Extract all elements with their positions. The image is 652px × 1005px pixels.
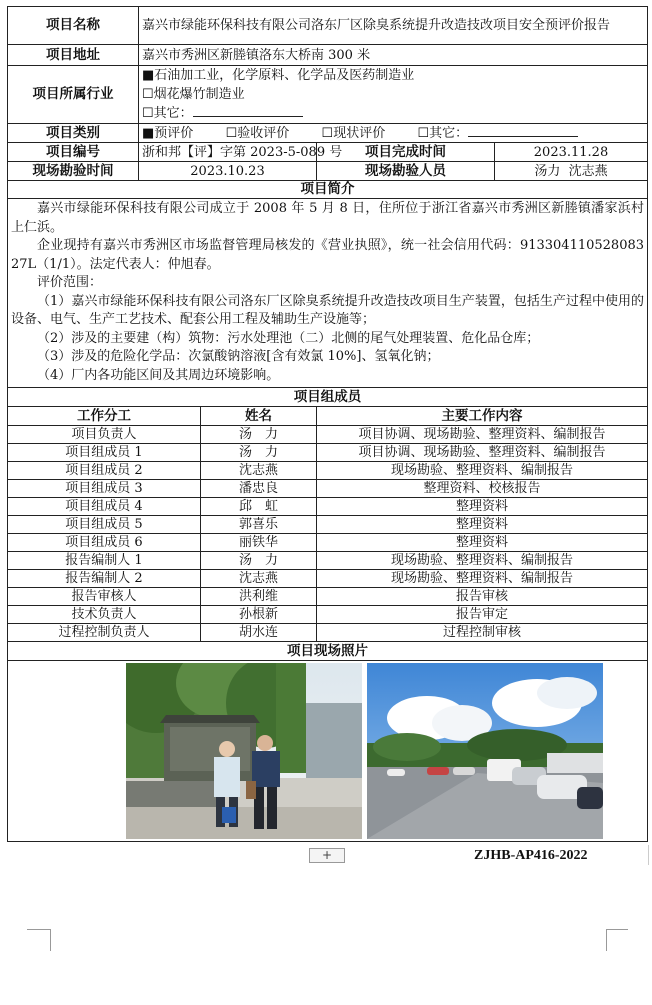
team-name-cell: 汤 力 — [201, 552, 317, 570]
project-address-label: 项目地址 — [8, 45, 139, 66]
margin-mark — [648, 845, 649, 865]
team-work-cell: 项目协调、现场勘验、整理资料、编制报告 — [317, 444, 648, 462]
team-rows — [8, 426, 648, 642]
team-role-cell: 项目组成员 3 — [8, 480, 201, 498]
team-role-cell: 过程控制负责人 — [8, 624, 201, 642]
team-name-cell: 丽铁华 — [201, 534, 317, 552]
table-row — [8, 570, 648, 588]
team-work-cell: 整理资料、校核报告 — [317, 480, 648, 498]
photos-title: 项目现场照片 — [8, 642, 648, 661]
team-title: 项目组成员 — [8, 388, 648, 407]
table-row — [8, 462, 648, 480]
project-industry-label: 项目所属行业 — [8, 66, 139, 124]
team-role-cell: 技术负责人 — [8, 606, 201, 624]
table-row — [8, 588, 648, 606]
team-work-cell: 报告审核 — [317, 588, 648, 606]
intro-paragraph: （1）嘉兴市绿能环保科技有限公司洛东厂区除臭系统提升改造技改项目生产装置，包括生产过程中使用的设备、电气、生产工艺技术、配套公用工程及辅助生产设施等； — [11, 293, 645, 327]
team-work-cell: 整理资料 — [317, 498, 648, 516]
industry-option-3-text: 其它： — [153, 106, 193, 121]
team-name-cell: 汤 力 — [201, 444, 317, 462]
intro-paragraph: （2）涉及的主要建（构）筑物：污水处理池（二）北侧的尾气处理装置、危化品仓库； — [37, 330, 540, 346]
fill-in-underline — [193, 104, 303, 117]
industry-option-2[interactable] — [142, 85, 644, 104]
fill-in-underline — [468, 124, 578, 137]
table-row — [8, 444, 648, 462]
team-name-cell: 邱 虹 — [201, 498, 317, 516]
table-row — [8, 426, 648, 444]
industry-option-2-text: 烟花爆竹制造业 — [153, 87, 245, 102]
team-role-cell: 项目组成员 1 — [8, 444, 201, 462]
team-header-name: 姓名 — [201, 407, 317, 426]
category-option-2-text: 验收评价 — [237, 126, 290, 141]
team-name-cell: 胡水连 — [201, 624, 317, 642]
crop-mark-right — [606, 929, 628, 951]
checkbox-checked-icon: ■ — [142, 68, 155, 83]
checkbox-empty-icon: ☐ — [142, 87, 154, 102]
category-option-3[interactable] — [322, 126, 386, 141]
intro-paragraph: 企业现持有嘉兴市秀洲区市场监督管理局核发的《营业执照》，统一社会信用代码：913304110528083​27L（1/1）。法定代表人：仲旭春。 — [11, 238, 645, 272]
industry-option-1[interactable] — [142, 66, 644, 85]
checkbox-empty-icon: ☐ — [142, 106, 154, 121]
intro-paragraph: 嘉兴市绿能环保科技有限公司成立于 2008 年 5 月 8 日，住所位于浙江省嘉兴市秀洲区新塍镇潘家浜村上仁浜。 — [11, 201, 645, 235]
checkbox-empty-icon: ☐ — [225, 126, 238, 141]
crop-mark-left — [27, 929, 51, 951]
survey-time-label: 现场勘验时间 — [8, 162, 139, 181]
project-info-table — [7, 6, 648, 842]
team-work-cell: 现场勘验、整理资料、编制报告 — [317, 570, 648, 588]
checkbox-empty-icon: ☐ — [417, 126, 430, 141]
checkbox-empty-icon: ☐ — [321, 126, 334, 141]
project-category-label: 项目类别 — [8, 124, 139, 143]
site-photo-gate — [126, 663, 362, 839]
table-row — [8, 534, 648, 552]
team-name-cell: 沈志燕 — [201, 570, 317, 588]
team-work-cell: 项目协调、现场勘验、整理资料、编制报告 — [317, 426, 648, 444]
team-work-cell: 现场勘验、整理资料、编制报告 — [317, 552, 648, 570]
team-work-cell: 过程控制审核 — [317, 624, 648, 642]
team-role-cell: 报告编制人 2 — [8, 570, 201, 588]
intro-paragraph: 评价范围： — [37, 275, 103, 290]
team-name-cell: 郭喜乐 — [201, 516, 317, 534]
table-row — [8, 516, 648, 534]
team-header-role: 工作分工 — [8, 407, 201, 426]
table-row — [8, 624, 648, 642]
project-category-options — [139, 124, 648, 143]
survey-time-value: 2023.10.23 — [139, 162, 317, 181]
team-name-cell: 汤 力 — [201, 426, 317, 444]
completion-time-value: 2023.11.28 — [495, 143, 648, 162]
project-number-value: 浙和邦【评】字第 2023-5-089 号 — [139, 143, 317, 162]
project-number-label: 项目编号 — [8, 143, 139, 162]
document-code: ZJHB-AP416-2022 — [474, 848, 588, 863]
industry-option-3[interactable] — [142, 104, 644, 123]
category-option-4[interactable] — [418, 126, 469, 141]
team-name-cell: 潘忠良 — [201, 480, 317, 498]
team-name-cell: 沈志燕 — [201, 462, 317, 480]
project-name-label: 项目名称 — [8, 7, 139, 45]
survey-person-label: 现场勘验人员 — [317, 162, 495, 181]
team-role-cell: 报告审核人 — [8, 588, 201, 606]
survey-person-value: 汤力 沈志燕 — [495, 162, 648, 181]
site-photo-parking — [367, 663, 603, 839]
category-option-3-text: 现状评价 — [333, 126, 386, 141]
add-row-button[interactable]: + — [309, 848, 345, 863]
team-role-cell: 项目组成员 6 — [8, 534, 201, 552]
team-role-cell: 项目组成员 2 — [8, 462, 201, 480]
team-role-cell: 报告编制人 1 — [8, 552, 201, 570]
team-role-cell: 项目负责人 — [8, 426, 201, 444]
team-work-cell: 报告审定 — [317, 606, 648, 624]
intro-paragraph: （3）涉及的危险化学品：次氯酸钠溶液[含有效氯 10%]、氢氧化钠； — [37, 349, 440, 364]
team-role-cell: 项目组成员 5 — [8, 516, 201, 534]
team-name-cell: 洪利维 — [201, 588, 317, 606]
team-work-cell: 整理资料 — [317, 516, 648, 534]
intro-body — [8, 199, 648, 388]
table-row — [8, 480, 648, 498]
category-option-4-text: 其它： — [429, 126, 469, 141]
table-row — [8, 498, 648, 516]
team-work-cell: 现场勘验、整理资料、编制报告 — [317, 462, 648, 480]
project-name-value: 嘉兴市绿能环保科技有限公司洛东厂区除臭系统提升改造技改项目安全预评价报告 — [139, 7, 648, 45]
project-address-value: 嘉兴市秀洲区新塍镇洛东大桥南 300 米 — [139, 45, 648, 66]
category-option-1[interactable] — [142, 126, 193, 141]
category-option-1-text: 预评价 — [154, 126, 194, 141]
completion-time-label: 项目完成时间 — [317, 143, 495, 162]
table-row — [8, 552, 648, 570]
industry-option-1-text: 石油加工业，化学原料、化学品及医药制造业 — [154, 68, 415, 83]
table-row — [8, 606, 648, 624]
photos-area — [8, 661, 648, 842]
intro-title: 项目简介 — [8, 181, 648, 199]
intro-paragraph: （4）厂内各功能区间及其周边环境影响。 — [37, 367, 280, 383]
category-option-2[interactable] — [226, 126, 290, 141]
team-role-cell: 项目组成员 4 — [8, 498, 201, 516]
team-work-cell: 整理资料 — [317, 534, 648, 552]
team-header-work: 主要工作内容 — [317, 407, 648, 426]
checkbox-checked-icon: ■ — [142, 126, 155, 141]
team-name-cell: 孙根新 — [201, 606, 317, 624]
project-industry-options — [139, 66, 648, 124]
